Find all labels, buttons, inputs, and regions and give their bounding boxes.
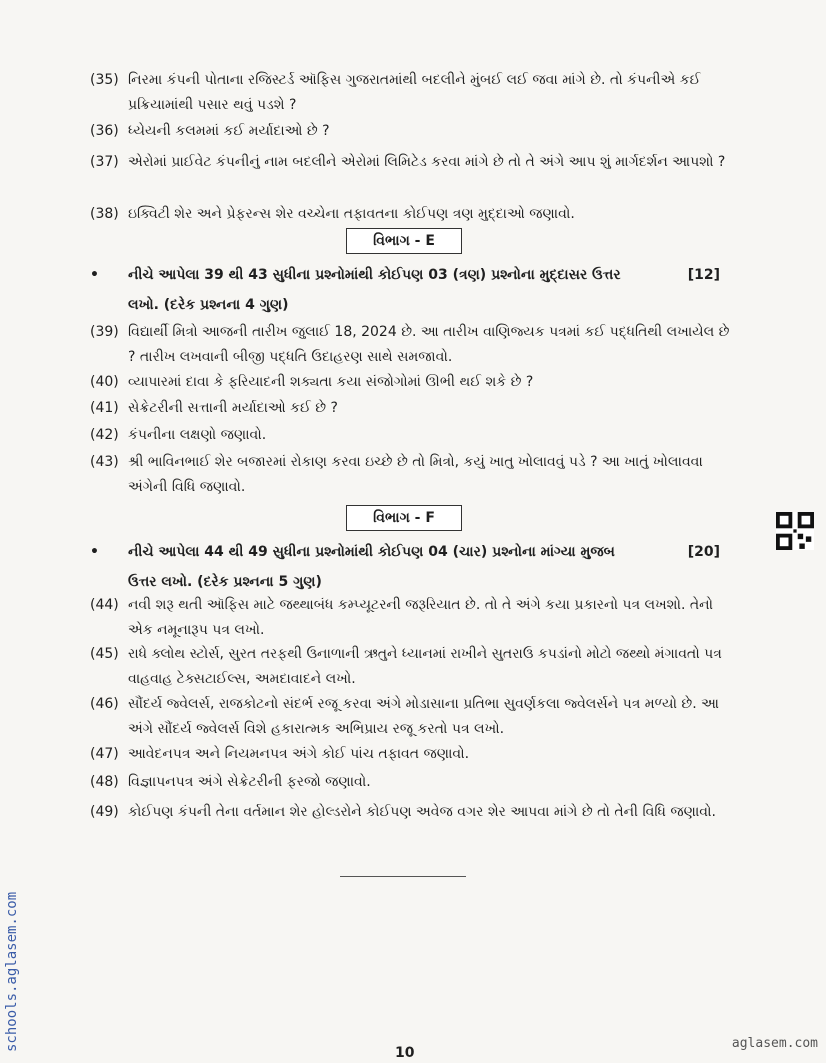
bullet-icon: • [90, 267, 99, 283]
question-text: સૌંદર્ય જ્વેલર્સ, રાજકોટનો સંદર્ભ રજૂ કરવા અંગે મોડાસાના પ્રતિભા સુવર્ણકલા જ્વેલર્સને પત્ર મળ્યો છે. આ અંગે સૌંદર્ય જ્વેલર્સ વિશે હકારાત્મક અભિપ્રાય રજૂ કરતો પત્ર લખો. [128, 696, 719, 737]
bullet-icon: • [90, 544, 99, 560]
question-number: (48) [90, 774, 119, 790]
question-text: વિદ્યાર્થી મિત્રો આજની તારીખ જુલાઈ 18, 2024 છે. આ તારીખ વાણિજ્યક પત્રમાં કઈ પદ્ધતિથી લખાયેલ છે ? તારીખ લખવાની બીજી પદ્ધતિ ઉદાહરણ સાથે સમજાવો. [128, 324, 730, 365]
question-40 [90, 370, 730, 395]
question-number: (41) [90, 400, 119, 416]
question-text: વિજ્ઞાપનપત્ર અંગે સેક્રેટરીની ફરજો જણાવો. [128, 774, 371, 790]
question-text: નિરમા કંપની પોતાના રજિસ્ટર્ડ ઑફિસ ગુજરાતમાંથી બદલીને મુંબઈ લઈ જવા માંગે છે. તો કંપનીએ કઈ પ્રક્રિયામાંથી પસાર થવું પડશે ? [128, 72, 701, 113]
question-39 [90, 320, 730, 370]
question-number: (44) [90, 597, 119, 613]
question-text: ઇક્વિટી શેર અને પ્રેફરન્સ શેર વચ્ચેના તફાવતના કોઈપણ ત્રણ મુદ્દાઓ જણાવો. [128, 206, 575, 222]
question-38 [90, 202, 730, 227]
question-49 [90, 800, 730, 825]
question-43 [90, 450, 730, 500]
question-47 [90, 742, 730, 767]
section-marks: [12] [687, 267, 720, 283]
instruction-text: નીચે આપેલા 44 થી 49 સુધીના પ્રશ્નોમાંથી કોઈપણ 04 (ચાર) પ્રશ્નોના માંગ્યા મુજબ ઉત્તર લખો. (દરેક પ્રશ્નના 5 ગુણ) [128, 544, 615, 590]
section-f-heading: વિભાગ - F [346, 505, 462, 531]
question-number: (36) [90, 123, 119, 139]
qr-code-icon [776, 512, 814, 550]
question-number: (35) [90, 72, 119, 88]
footer-site: aglasem.com [731, 1036, 818, 1051]
question-45 [90, 642, 730, 692]
section-e-heading: વિભાગ - E [346, 228, 462, 254]
question-number: (45) [90, 646, 119, 662]
question-42 [90, 423, 730, 448]
question-48 [90, 770, 730, 795]
question-36 [90, 119, 730, 144]
question-number: (40) [90, 374, 119, 390]
question-number: (46) [90, 696, 119, 712]
question-text: સેક્રેટરીની સત્તાની મર્યાદાઓ કઈ છે ? [128, 400, 338, 416]
question-number: (37) [90, 154, 119, 170]
end-divider [340, 876, 466, 877]
question-text: શ્રી ભાવિનભાઈ શેર બજારમાં રોકાણ કરવા ઇચ્છે છે તો મિત્રો, કયું ખાતુ ખોલાવવું પડે ? આ ખાતું ખોલાવવા અંગેની વિધિ જણાવો. [128, 454, 703, 495]
question-44 [90, 593, 730, 643]
question-35 [90, 68, 730, 118]
instruction-text: નીચે આપેલા 39 થી 43 સુધીના પ્રશ્નોમાંથી કોઈપણ 03 (ત્રણ) પ્રશ્નોના મુદ્દાસર ઉત્તર લખો. (દરેક પ્રશ્નના 4 ગુણ) [128, 267, 621, 313]
question-text: એરોમાં પ્રાઈવેટ કંપનીનું નામ બદલીને એરોમાં લિમિટેડ કરવા માંગે છે તો તે અંગે આપ શું માર્ગદર્શન આપશો ? [128, 154, 726, 170]
question-text: કોઈપણ કંપની તેના વર્તમાન શેર હોલ્ડરોને કોઈપણ અવેજ વગર શેર આપવા માંગે છે તો તેની વિધિ જણાવો. [128, 804, 716, 820]
page-number: 10 [395, 1045, 415, 1061]
question-text: આવેદનપત્ર અને નિયમનપત્ર અંગે કોઈ પાંચ તફાવત જણાવો. [128, 746, 470, 762]
question-number: (49) [90, 804, 119, 820]
section-marks: [20] [687, 544, 720, 560]
question-text: કંપનીના લક્ષણો જણાવો. [128, 427, 267, 443]
question-37 [90, 150, 730, 175]
question-number: (38) [90, 206, 119, 222]
side-watermark: schools.aglasem.com [4, 891, 20, 1052]
section-f-instruction [90, 537, 730, 597]
question-number: (47) [90, 746, 119, 762]
question-number: (43) [90, 454, 119, 470]
question-text: ધ્યેયની કલમમાં કઈ મર્યાદાઓ છે ? [128, 123, 330, 139]
question-41 [90, 396, 730, 421]
question-number: (42) [90, 427, 119, 443]
question-46 [90, 692, 730, 742]
question-text: રાધે ક્લોથ સ્ટોર્સ, સુરત તરફથી ઉનાળાની ઋતુને ધ્યાનમાં રાખીને સુતરાઉ કપડાંનો મોટો જથ્થો મંગાવતો પત્ર વાહવાહ ટેક્સટાઈલ્સ, અમદાવાદને લખો. [128, 646, 722, 687]
question-text: વ્યાપારમાં દાવા કે ફરિયાદની શક્યતા કયા સંજોગોમાં ઊભી થઈ શકે છે ? [128, 374, 534, 390]
question-text: નવી શરૂ થતી ઑફિસ માટે જથ્થાબંધ કમ્પ્યૂટરની જરૂરિયાત છે. તો તે અંગે કયા પ્રકારનો પત્ર લખશો. તેનો એક નમૂનારૂપ પત્ર લખો. [128, 597, 714, 638]
question-number: (39) [90, 324, 119, 340]
section-e-instruction [90, 260, 730, 320]
